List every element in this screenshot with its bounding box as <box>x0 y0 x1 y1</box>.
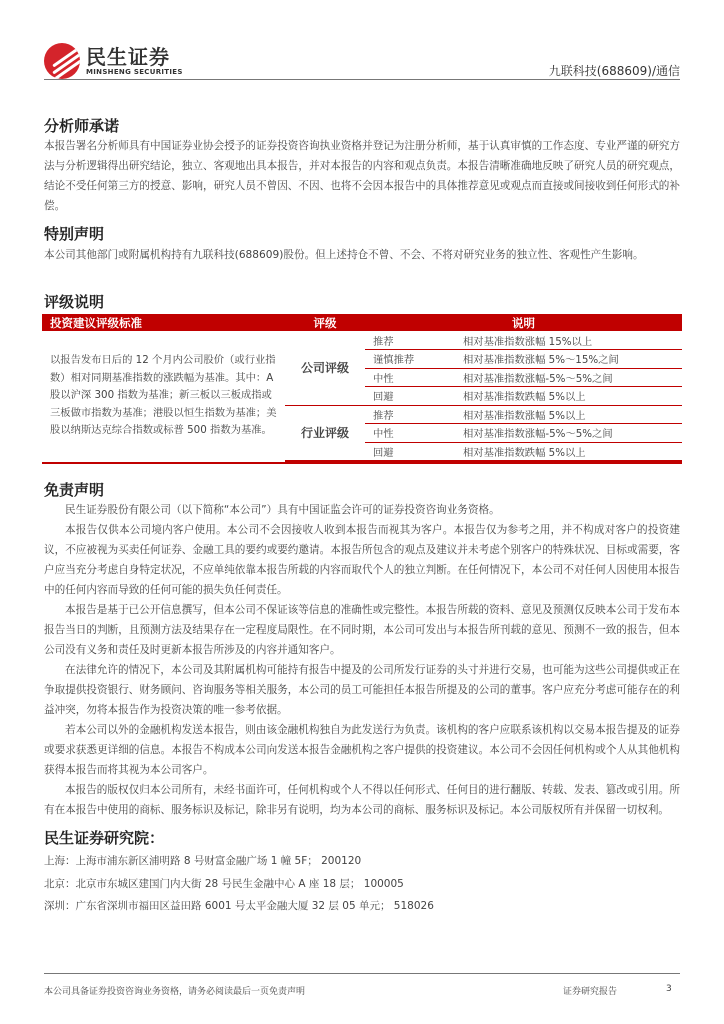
footer-report-type: 证券研究报告 <box>563 987 618 997</box>
header-description: 说明 <box>365 314 682 331</box>
logo-name-cn: 民生证券 <box>86 45 170 69</box>
company-logo <box>44 43 183 79</box>
rating-description: 相对基准指数跌幅 5%以上 <box>455 442 682 461</box>
rating-name: 推荐 <box>365 405 455 424</box>
rating-table <box>42 314 682 462</box>
table-row <box>42 331 682 350</box>
section-title-special: 特别声明 <box>44 225 105 243</box>
rating-name: 中性 <box>365 368 455 387</box>
analyst-text: 本报告署名分析师具有中国证券业协会授予的证券投资咨询执业资格并登记为注册分析师，基于认真审慎的工作态度、专业严谨的研究方法与分析逻辑得出研究结论，独立、客观地出具本报告，并对本报告的内容和观点负责。本报告清晰准确地反映了研究人员的研究观点，结论不受任何第三方的授意、影响，研究人员不曾因、不因、也将不会因本报告中的具体推荐意见或观点而直接或间接收到任何形式的补偿。 <box>44 140 680 212</box>
logo-icon <box>44 43 80 79</box>
address-shanghai: 上海：上海市浦东新区浦明路 8 号财富金融广场 1 幢 5F； 200120 <box>44 855 362 867</box>
rating-description: 相对基准指数涨幅-5%～5%之间 <box>455 368 682 387</box>
table-header <box>42 314 682 331</box>
rating-description: 相对基准指数涨幅 5%以上 <box>455 405 682 424</box>
rating-name: 推荐 <box>365 331 455 350</box>
rating-name: 谨慎推荐 <box>365 350 455 369</box>
rating-description: 相对基准指数涨幅 5%～15%之间 <box>455 350 682 369</box>
special-text: 本公司其他部门或附属机构持有九联科技(688609)股份。但上述持仓不曾、不会、不将对研究业务的独立性、客观性产生影响。 <box>44 249 644 261</box>
rating-name: 中性 <box>365 424 455 443</box>
rating-name: 回避 <box>365 387 455 406</box>
footer-notice: 本公司具备证券投资咨询业务资格，请务必阅读最后一页免责声明 <box>44 987 306 997</box>
criteria-text: 以报告发布日后的 12 个月内公司股价（或行业指数）相对同期基准指数的涨跌幅为基准。其中：A 股以沪深 300 指数为基准；新三板以三板成指或三板做市指数为基准；港股以恒生指数为基准；美股以纳斯达克综合指数或标普 500 指数为基准。 <box>50 354 277 436</box>
rating-description: 相对基准指数跌幅 5%以上 <box>455 387 682 406</box>
section-title-analyst: 分析师承诺 <box>44 117 120 135</box>
section-title-institute: 民生证券研究院： <box>44 829 165 847</box>
header-criteria: 投资建议评级标准 <box>42 314 285 331</box>
industry-rating-label: 行业评级 <box>285 405 365 461</box>
logo-name-en: MINSHENG SECURITIES <box>86 68 183 76</box>
header-divider <box>44 79 680 80</box>
footer-divider <box>44 973 680 974</box>
address-beijing: 北京：北京市东城区建国门内大街 28 号民生金融中心 A 座 18 层； 100005 <box>44 878 404 890</box>
disclaimer-paragraph: 本报告是基于已公开信息撰写，但本公司不保证该等信息的准确性或完整性。本报告所载的资料、意见及预测仅反映本公司于发布本报告当日的判断，且预测方法及结果存在一定程度局限性。在不同时期，本公司可发出与本报告所刊载的意见、预测不一致的报告，但本公司没有义务和责任及时更新本报告所涉及的内容并通知客户。 <box>44 604 680 656</box>
header-rating: 评级 <box>285 314 365 331</box>
rating-description: 相对基准指数涨幅-5%～5%之间 <box>455 424 682 443</box>
section-title-disclaimer: 免责声明 <box>44 481 105 499</box>
disclaimer-paragraph: 在法律允许的情况下，本公司及其附属机构可能持有报告中提及的公司所发行证券的头寸并进行交易，也可能为这些公司提供或正在争取提供投资银行、财务顾问、咨询服务等相关服务，本公司的员工可能担任本报告所提及的公司的董事。客户应充分考虑可能存在的利益冲突，勿将本报告作为投资决策的唯一参考依据。 <box>44 664 680 716</box>
rating-name: 回避 <box>365 442 455 461</box>
page-number: 3 <box>666 984 672 994</box>
disclaimer-paragraph: 民生证券股份有限公司（以下简称“本公司”）具有中国证监会许可的证券投资咨询业务资格。 <box>65 504 500 516</box>
disclaimer-paragraph: 若本公司以外的金融机构发送本报告，则由该金融机构独自为此发送行为负责。该机构的客户应联系该机构以交易本报告提及的证券或要求获悉更详细的信息。本报告不构成本公司向发送本报告金融机构之客户提供的投资建议。本公司不会因任何机构或个人从其他机构获得本报告而将其视为本公司客户。 <box>44 724 680 776</box>
rating-description: 相对基准指数涨幅 15%以上 <box>455 331 682 350</box>
table-bottom-rule <box>42 462 682 464</box>
document-reference: 九联科技(688609)/通信 <box>548 64 680 78</box>
disclaimer-paragraph: 本报告的版权仅归本公司所有，未经书面许可，任何机构或个人不得以任何形式、任何目的进行翻版、转载、发表、篡改或引用。所有在本报告中使用的商标、服务标识及标记，除非另有说明，均为本公司的商标、服务标识及标记。本公司版权所有并保留一切权利。 <box>44 784 680 816</box>
company-rating-label: 公司评级 <box>285 331 365 405</box>
disclaimer-paragraph: 本报告仅供本公司境内客户使用。本公司不会因接收人收到本报告而视其为客户。本报告仅为参考之用，并不构成对客户的投资建议，不应被视为买卖任何证券、金融工具的要约或要约邀请。本报告所包含的观点及建议并未考虑个别客户的特殊状况、目标或需要，客户应当充分考虑自身特定状况，不应单纯依靠本报告所载的内容而取代个人的独立判断。在任何情况下，本公司不对任何人因使用本报告中的任何内容而导致的任何可能的损失负任何责任。 <box>44 524 680 596</box>
address-shenzhen: 深圳：广东省深圳市福田区益田路 6001 号太平金融大厦 32 层 05 单元； 518026 <box>44 900 434 912</box>
section-title-rating: 评级说明 <box>44 293 105 311</box>
disclaimer-text <box>44 500 680 820</box>
